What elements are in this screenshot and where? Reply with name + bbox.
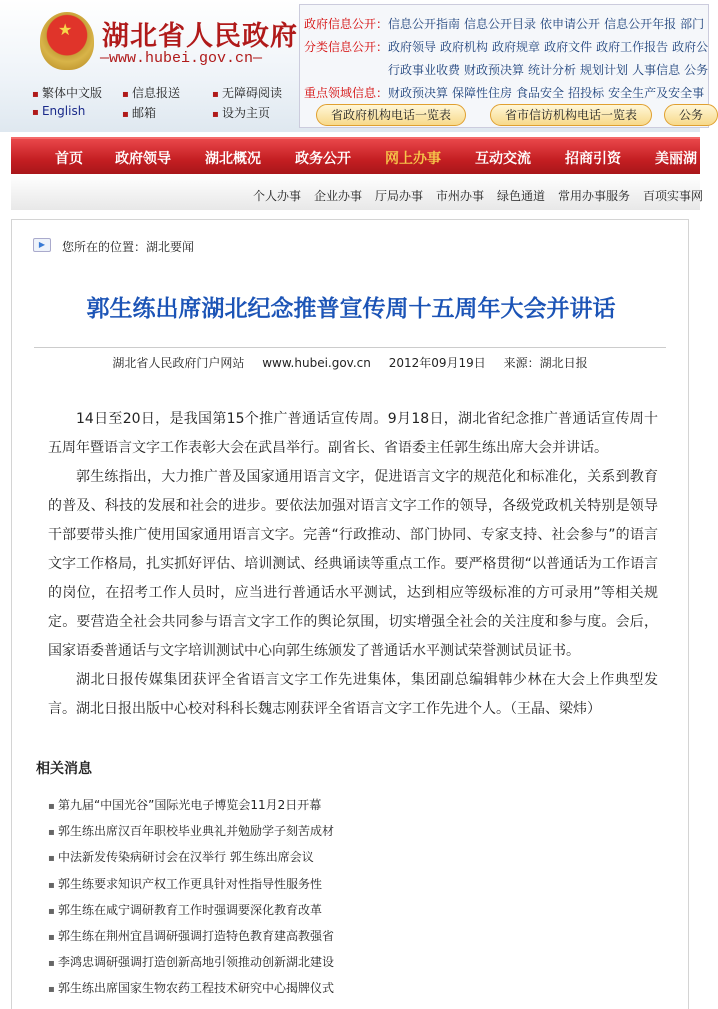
- nav-hubei-overview[interactable]: 湖北概况: [205, 151, 261, 167]
- link-mailbox[interactable]: ▪ 邮箱: [122, 104, 156, 121]
- info-link[interactable]: 信息公开年报: [604, 17, 677, 31]
- arrow-right-icon: ▶: [33, 238, 51, 252]
- nav-home[interactable]: 首页: [55, 151, 83, 167]
- sub-nav: [11, 174, 704, 210]
- site-logo-url: —www.hubei.gov.cn—: [100, 50, 263, 67]
- info-row-gov: 政府信息公开：信息公开指南 信息公开目录 依申请公开 信息公开年报 部门: [304, 17, 705, 31]
- info-link[interactable]: 行政事业收费: [388, 63, 461, 77]
- nav-beautiful-hubei[interactable]: 美丽湖: [655, 151, 697, 167]
- link-traditional-chinese[interactable]: ▪ 繁体中文版: [32, 84, 102, 101]
- article-meta: [34, 347, 666, 371]
- info-link[interactable]: 人事信息: [632, 63, 681, 77]
- related-news-list: [48, 793, 334, 1003]
- main-nav: [11, 137, 700, 174]
- info-link[interactable]: 安全生产及安全事: [608, 86, 705, 100]
- site-logo-name[interactable]: 湖北省人民政府: [102, 21, 298, 52]
- info-link[interactable]: 政府领导: [388, 40, 437, 54]
- subnav-green-channel[interactable]: 绿色通道: [497, 189, 546, 203]
- breadcrumb: 您所在的位置：湖北要闻: [62, 240, 195, 254]
- subnav-hundred-projects[interactable]: 百项实事网: [643, 189, 704, 203]
- article-container: [11, 219, 689, 1009]
- info-link[interactable]: 政府工作报告: [596, 40, 669, 54]
- related-news-heading: 相关消息: [36, 761, 92, 777]
- subnav-cities[interactable]: 市州办事: [436, 189, 485, 203]
- info-link[interactable]: 政府规章: [492, 40, 541, 54]
- info-link[interactable]: 政府公: [672, 40, 709, 54]
- info-link[interactable]: 财政预决算: [388, 86, 449, 100]
- nav-investment[interactable]: 招商引资: [565, 151, 621, 167]
- info-row-key-areas: 重点领域信息：财政预决算 保障性住房 食品安全 招投标 安全生产及安全事: [304, 86, 705, 100]
- related-news-item[interactable]: ▪ 中法新发传染病研讨会在汉举行 郭生练出席会议: [48, 845, 334, 871]
- info-link[interactable]: 规划计划: [580, 63, 629, 77]
- article-paragraph: 湖北日报传媒集团获评全省语言文字工作先进集体，集团副总编辑韩少林在大会上作典型发言。湖北日报出版中心校对科科长魏志刚获评全省语言文字工作先进个人。（王晶、梁炜）: [48, 672, 658, 717]
- info-link[interactable]: 依申请公开: [540, 17, 601, 31]
- info-link[interactable]: 财政预决算: [464, 63, 525, 77]
- related-news-item[interactable]: ▪ 郭生练在咸宁调研教育工作时强调要深化教育改革: [48, 898, 334, 924]
- article-paragraph: 郭生练指出，大力推广普及国家通用语言文字，促进语言文字的规范化和标准化，关系到教育的普及、科技的发展和社会的进步。要依法加强对语言文字工作的领导，各级党政机关特别是领导干部要带头推广使用国家通用语言文字。完善“行政推动、部门协同、专家支持、社会参与”的语言文字工作格局，扎实抓好评估、培训测试、经典诵读等重点工作。要严格贯彻“以普通话为工作语言的岗位，在招考工作人员时，应当进行普通话水平测试，达到相应等级标准的方可录用”等相关规定。要营造全社会共同参与语言文字工作的舆论氛围，切实增强全社会的关注度和参与度。会后，国家语委普通话与文字培训测试中心向郭生练颁发了普通话水平测试荣誉测试员证书。: [48, 469, 658, 659]
- info-row-category-2: [388, 61, 712, 78]
- info-link[interactable]: 信息公开指南: [388, 17, 461, 31]
- related-news-item[interactable]: ▪ 郭生练出席国家生物农药工程技术研究中心揭牌仪式: [48, 976, 334, 1002]
- info-link[interactable]: 公务: [684, 63, 709, 77]
- info-link[interactable]: 部门: [680, 17, 705, 31]
- info-row-category: 分类信息公开：政府领导 政府机构 政府规章 政府文件 政府工作报告 政府公: [304, 40, 709, 54]
- related-news-item[interactable]: ▪ 李鸿忠调研强调打造创新高地引领推动创新湖北建设: [48, 950, 334, 976]
- link-accessibility[interactable]: ▪ 无障碍阅读: [212, 84, 282, 101]
- subnav-enterprise[interactable]: 企业办事: [314, 189, 363, 203]
- subnav-departments[interactable]: 厅局办事: [375, 189, 424, 203]
- info-link[interactable]: 政府机构: [440, 40, 489, 54]
- meta-source: 来源：湖北日报: [503, 356, 588, 370]
- article-paragraph: 14日至20日，是我国第15个推广普通话宣传周。9月18日，湖北省纪念推广普通话宣传周十五周年暨语言文字工作表彰大会在武昌举行。副省长、省语委主任郭生练出席大会并讲话。: [48, 411, 658, 456]
- subnav-common-services[interactable]: 常用办事服务: [558, 189, 631, 203]
- info-disclosure-panel: [299, 4, 709, 128]
- meta-site: 湖北省人民政府门户网站: [112, 356, 245, 370]
- link-submit-info[interactable]: ▪ 信息报送: [122, 84, 180, 101]
- related-news-item[interactable]: ▪ 郭生练要求知识产权工作更具针对性指导性服务性: [48, 872, 334, 898]
- related-news-item[interactable]: ▪ 郭生练在荆州宜昌调研强调打造特色教育建高教强省: [48, 924, 334, 950]
- article-title: 郭生练出席湖北纪念推普宣传周十五周年大会并讲话: [86, 295, 616, 322]
- info-link[interactable]: 统计分析: [528, 63, 577, 77]
- meta-url[interactable]: www.hubei.gov.cn: [262, 356, 371, 370]
- related-news-item[interactable]: ▪ 郭生练出席汉百年职校毕业典礼并勉励学子刻苦成材: [48, 819, 334, 845]
- article-body: [48, 405, 658, 724]
- subnav-personal[interactable]: 个人办事: [253, 189, 302, 203]
- nav-online-services[interactable]: 网上办事: [385, 151, 441, 167]
- gov-phone-list-button[interactable]: 省政府机构电话一览表: [316, 104, 466, 126]
- nav-leaders[interactable]: 政府领导: [115, 151, 171, 167]
- info-link[interactable]: 食品安全: [516, 86, 565, 100]
- info-link[interactable]: 保障性住房: [452, 86, 513, 100]
- related-news-item[interactable]: ▪ 第九届“中国光谷”国际光电子博览会11月2日开幕: [48, 793, 334, 819]
- info-link[interactable]: 政府文件: [544, 40, 593, 54]
- public-service-button[interactable]: 公务: [664, 104, 718, 126]
- meta-date: 2012年09月19日: [388, 356, 486, 370]
- link-english[interactable]: ▪ English: [32, 104, 85, 118]
- national-emblem-icon: ★: [40, 12, 94, 70]
- petition-phone-list-button[interactable]: 省市信访机构电话一览表: [490, 104, 652, 126]
- info-link[interactable]: 招投标: [568, 86, 605, 100]
- nav-gov-affairs[interactable]: 政务公开: [295, 151, 351, 167]
- link-set-homepage[interactable]: ▪ 设为主页: [212, 104, 270, 121]
- info-link[interactable]: 信息公开目录: [464, 17, 537, 31]
- site-header: [0, 0, 709, 132]
- nav-interaction[interactable]: 互动交流: [475, 151, 531, 167]
